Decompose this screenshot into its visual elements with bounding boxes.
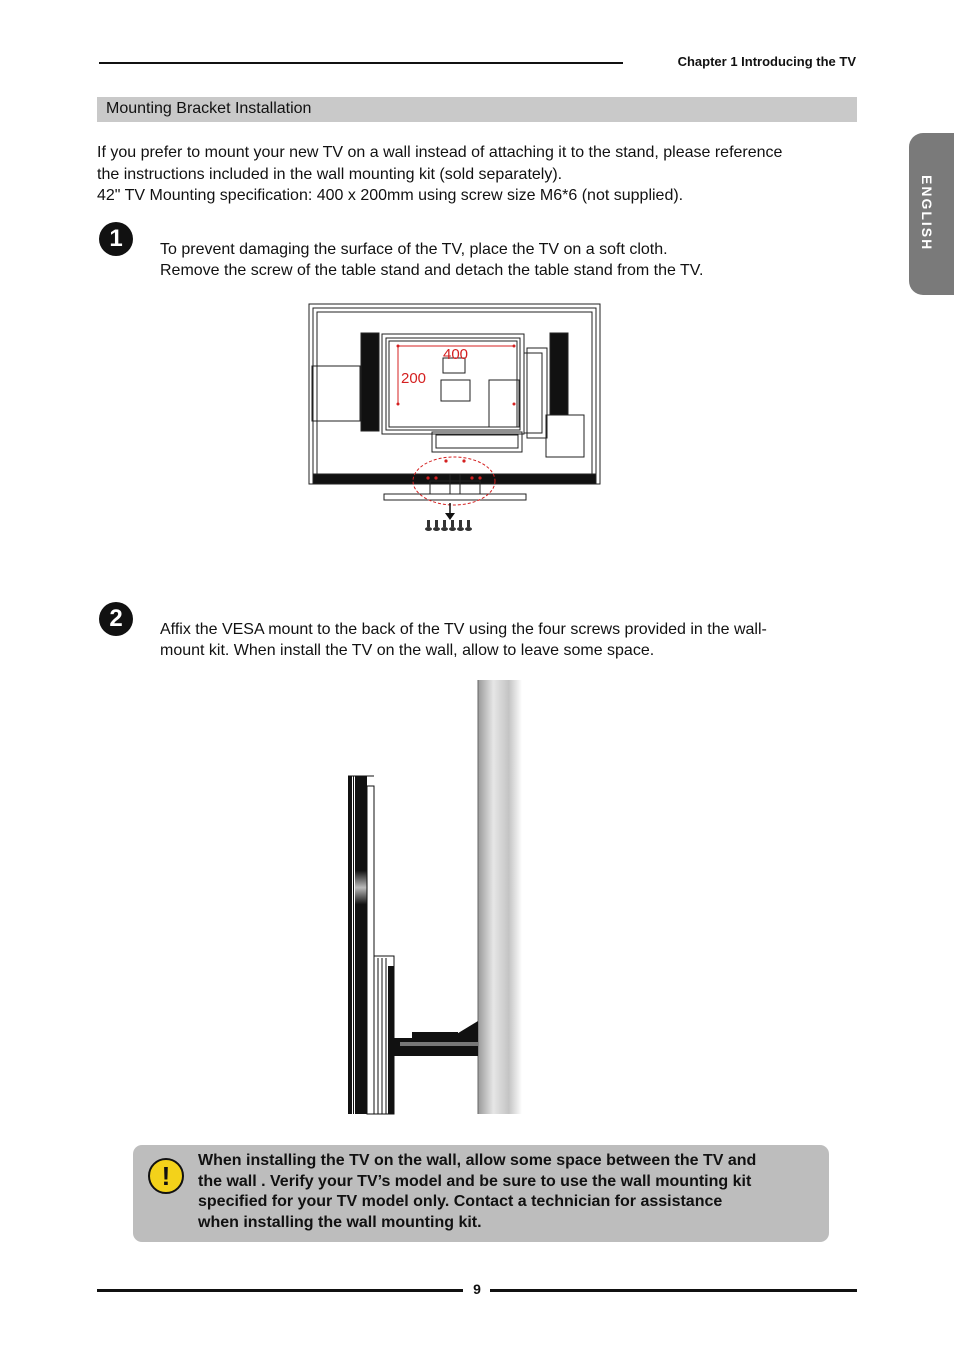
step-2-line: mount kit. When install the TV on the wall, allow to leave some space. [160,642,655,659]
caution-line: specified for your TV model only. Contact a technician for assistance [198,1193,723,1210]
page-number: 9 [473,1281,481,1297]
step-2-text [160,619,767,661]
caution-line: when installing the wall mounting kit. [198,1213,482,1231]
step-1-text [160,239,703,281]
section-header [97,97,857,122]
caution-line: When installing the TV on the wall, allow some space between the TV and [198,1152,757,1169]
header-rule [99,62,623,64]
screws-icon [425,520,472,531]
wall-mount-side-diagram [340,676,540,1116]
intro-line: 42" TV Mounting specification: 400 x 200mm using screw size M6*6 (not supplied). [97,187,684,204]
footer-rule-right [490,1289,857,1292]
intro-paragraph [97,142,857,207]
step-2-number: 2 [99,602,133,636]
caution-line: the wall . Verify your TV’s model and be sure to use the wall mounting kit [198,1172,752,1190]
step-1-number: 1 [99,222,133,256]
section-title: Mounting Bracket Installation [106,100,312,117]
exclamation-icon: ! [148,1158,184,1194]
step-2-line: Affix the VESA mount to the back of the TV using the four screws provided in the wall- [160,621,767,638]
intro-line: If you prefer to mount your new TV on a wall instead of attaching it to the stand, please reference [97,144,783,161]
chapter-title: Chapter 1 Introducing the TV [677,54,856,69]
language-tab-label: ENGLISH [919,175,935,252]
footer-rule-left [97,1289,463,1292]
step-1-line: To prevent damaging the surface of the TV, place the TV on a soft cloth. [160,241,668,258]
caution-note [133,1145,829,1242]
step-1-line: Remove the screw of the table stand and detach the table stand from the TV. [160,262,704,279]
caution-text [198,1151,818,1233]
dimension-width-label: 400 [443,346,469,363]
intro-line: the instructions included in the wall mounting kit (sold separately). [97,165,563,183]
tv-rear-diagram [300,298,620,538]
dimension-height-label: 200 [401,370,427,387]
language-tab [909,133,954,295]
